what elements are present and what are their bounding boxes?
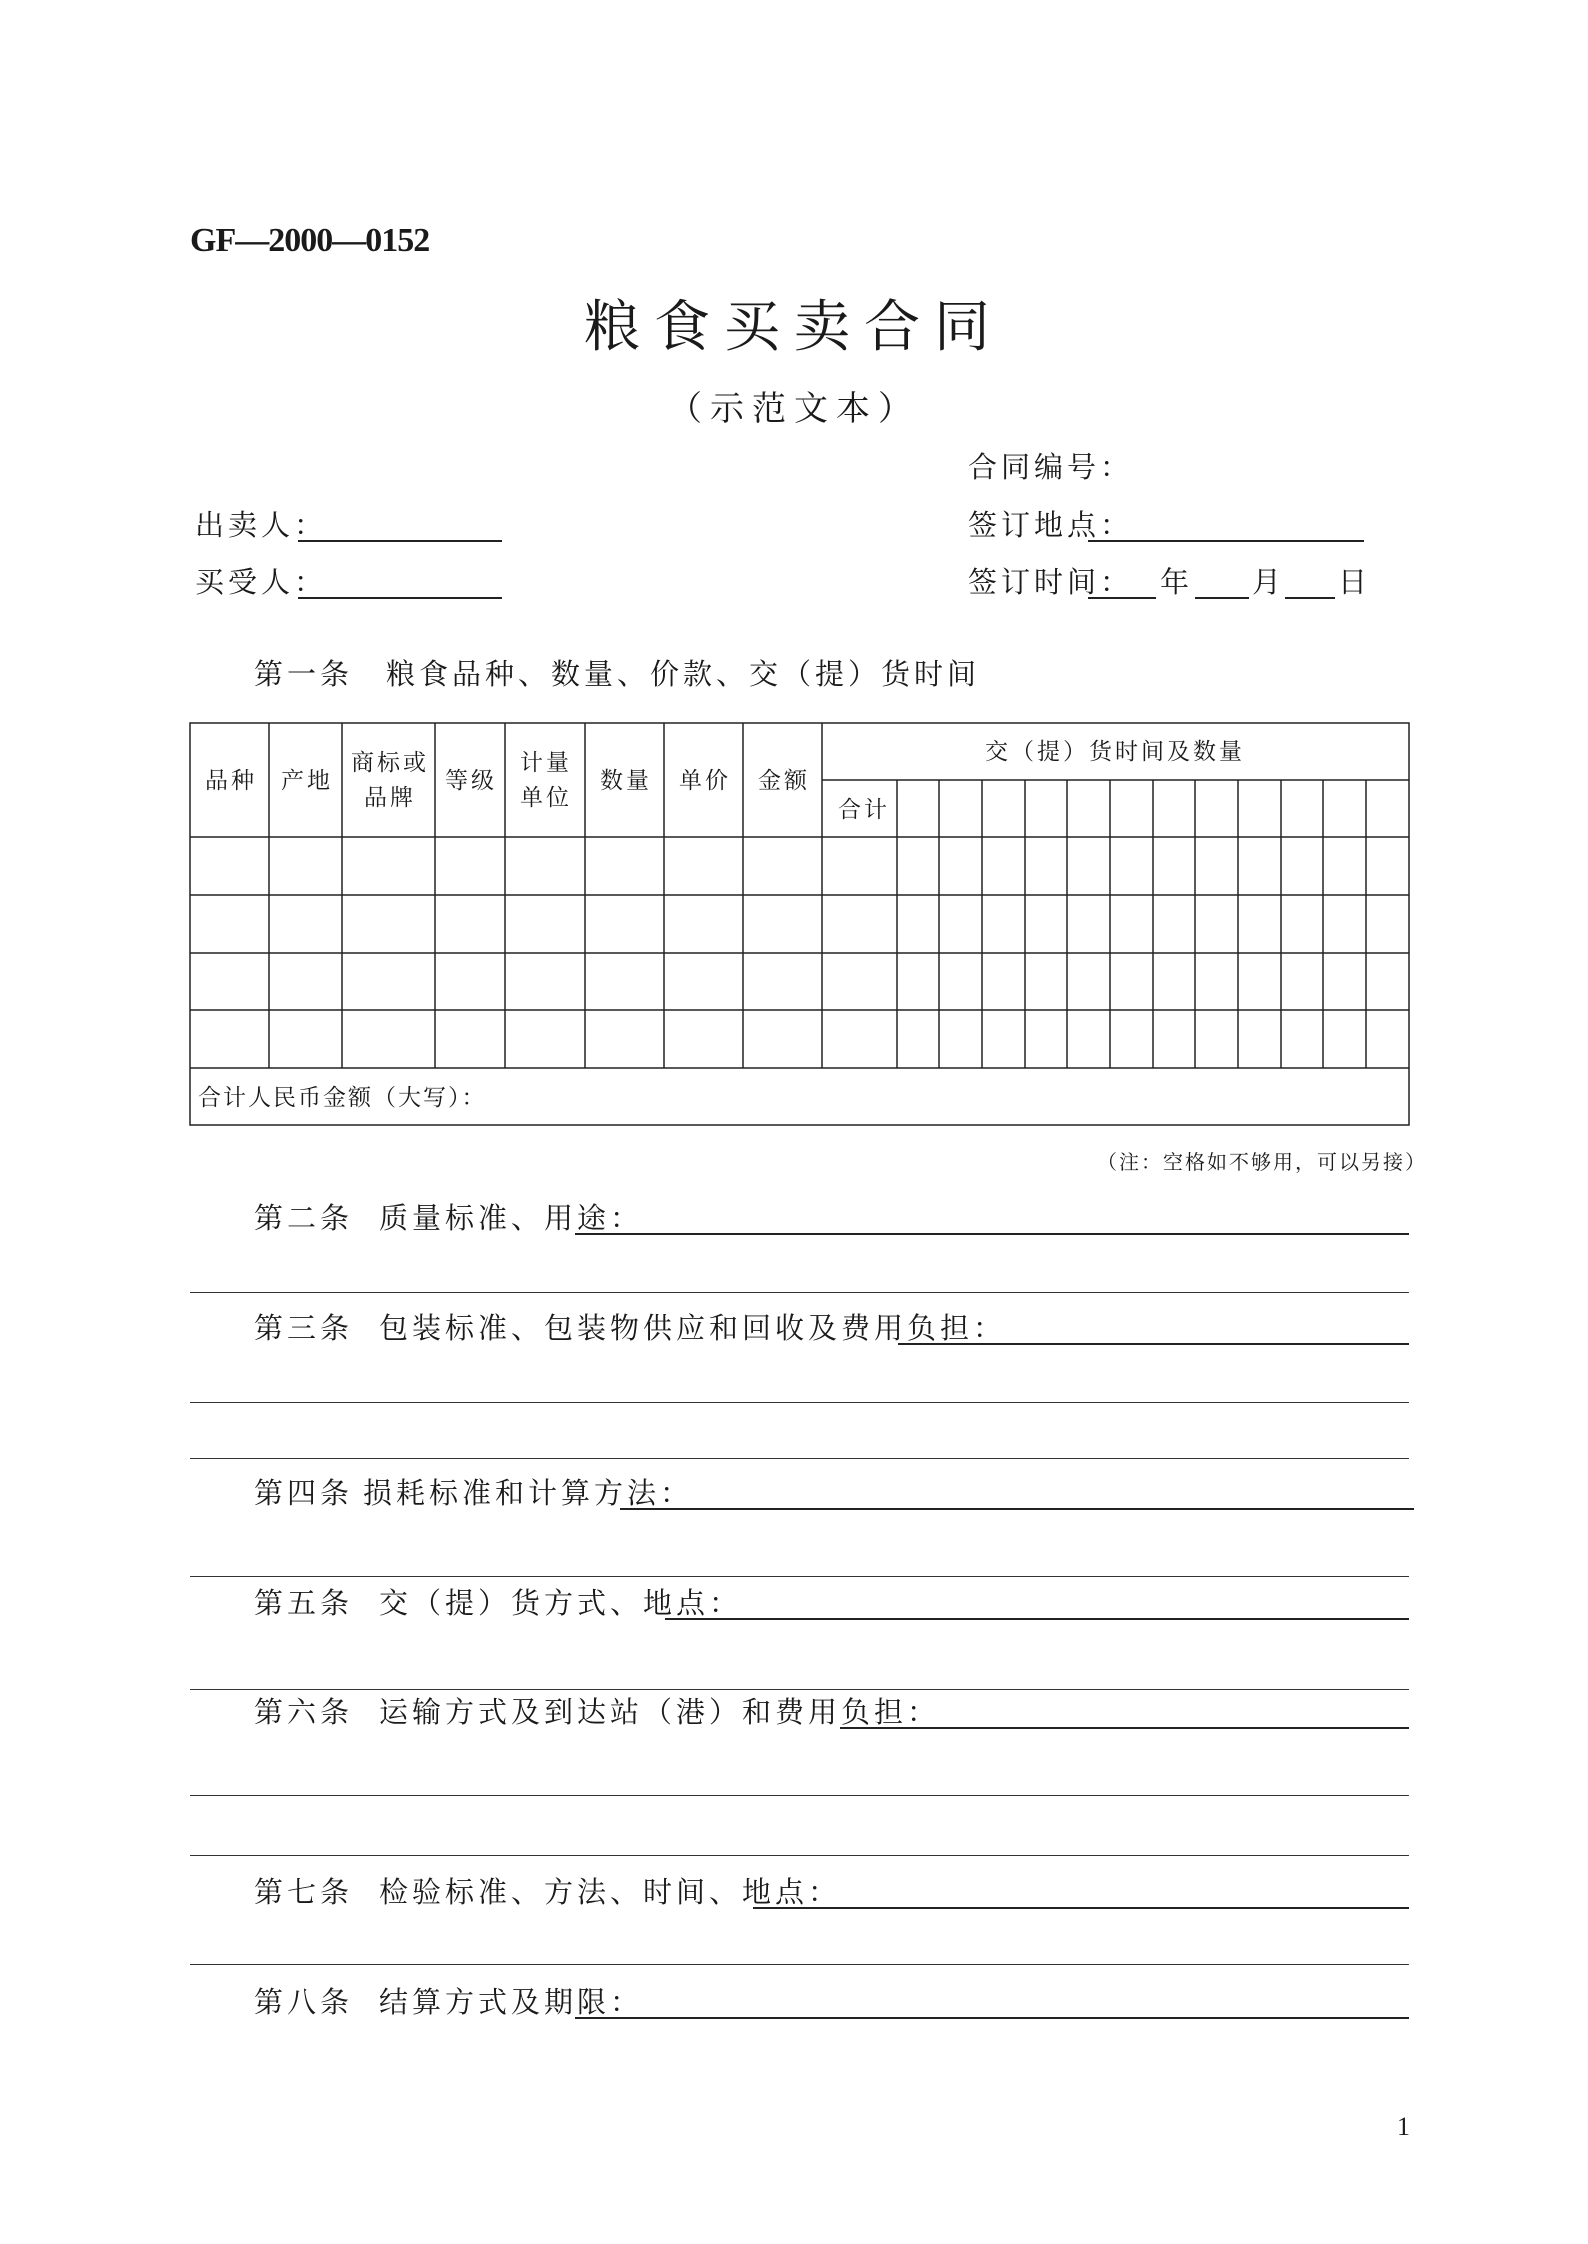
article-8: 第八条 结算方式及期限： [254, 1985, 644, 2019]
day-label: 日 [1338, 565, 1372, 599]
seller-label: 出卖人： [195, 508, 328, 542]
contract-subtitle: （示范文本） [668, 389, 920, 429]
article-6: 第六条 运输方式及到达站（港）和费用负担： [254, 1695, 941, 1729]
col-amount: 金额 [758, 768, 810, 794]
year-label: 年 [1160, 565, 1194, 599]
article-5: 第五条 交（提）货方式、地点： [254, 1586, 743, 1620]
article-7-extra-line[interactable] [190, 1964, 1409, 1965]
article-4: 第四条 损耗标准和计算方法： [254, 1476, 694, 1510]
col-unit-line1: 计量 [520, 750, 572, 776]
month-label: 月 [1252, 565, 1286, 599]
article-3: 第三条 包装标准、包装物供应和回收及费用负担： [254, 1311, 1007, 1345]
article-6-field[interactable] [840, 1727, 1409, 1729]
col-delivery-schedule: 交（提）货时间及数量 [985, 739, 1245, 765]
article-6-extra-line-2[interactable] [190, 1855, 1409, 1856]
article-3-extra-line-1[interactable] [190, 1402, 1409, 1403]
article-4-extra-line[interactable] [190, 1576, 1409, 1577]
article-2-field[interactable] [575, 1233, 1409, 1235]
col-variety: 品种 [205, 768, 257, 794]
article-1-title: 第一条 粮食品种、数量、价款、交（提）货时间 [254, 657, 981, 691]
article-8-field[interactable] [575, 2017, 1409, 2019]
article-6-extra-line-1[interactable] [190, 1795, 1409, 1796]
article-4-field[interactable] [620, 1508, 1414, 1510]
article-5-field[interactable] [665, 1618, 1409, 1620]
article-2: 第二条 质量标准、用途： [254, 1201, 644, 1235]
article-3-field[interactable] [898, 1343, 1409, 1345]
contract-title: 粮食买卖合同 [584, 295, 1004, 360]
col-unit-line2: 单位 [520, 785, 572, 811]
contract-no-label: 合同编号： [968, 450, 1134, 484]
col-quantity: 数量 [600, 768, 652, 794]
article-2-extra-line[interactable] [190, 1292, 1409, 1293]
article-7: 第七条 检验标准、方法、时间、地点： [254, 1875, 842, 1909]
article-7-field[interactable] [753, 1907, 1409, 1909]
article-5-extra-line[interactable] [190, 1689, 1409, 1690]
col-brand-line1: 商标或 [351, 750, 429, 776]
col-subtotal: 合计 [838, 797, 890, 823]
buyer-label: 买受人： [195, 565, 328, 599]
article-3-extra-line-2[interactable] [190, 1458, 1409, 1459]
page-number: 1 [1397, 2112, 1410, 2141]
col-grade: 等级 [445, 768, 497, 794]
sign-place-label: 签订地点： [968, 508, 1134, 542]
table-note: （注：空格如不够用，可以另接） [1097, 1150, 1427, 1174]
total-amount-label: 合计人民币金额（大写）： [198, 1085, 487, 1111]
col-origin: 产地 [281, 768, 333, 794]
contract-code: GF—2000—0152 [190, 222, 430, 259]
col-unit-price: 单价 [679, 768, 731, 794]
sign-time-label: 签订时间： [968, 565, 1134, 599]
col-brand-line2: 品牌 [364, 785, 416, 811]
